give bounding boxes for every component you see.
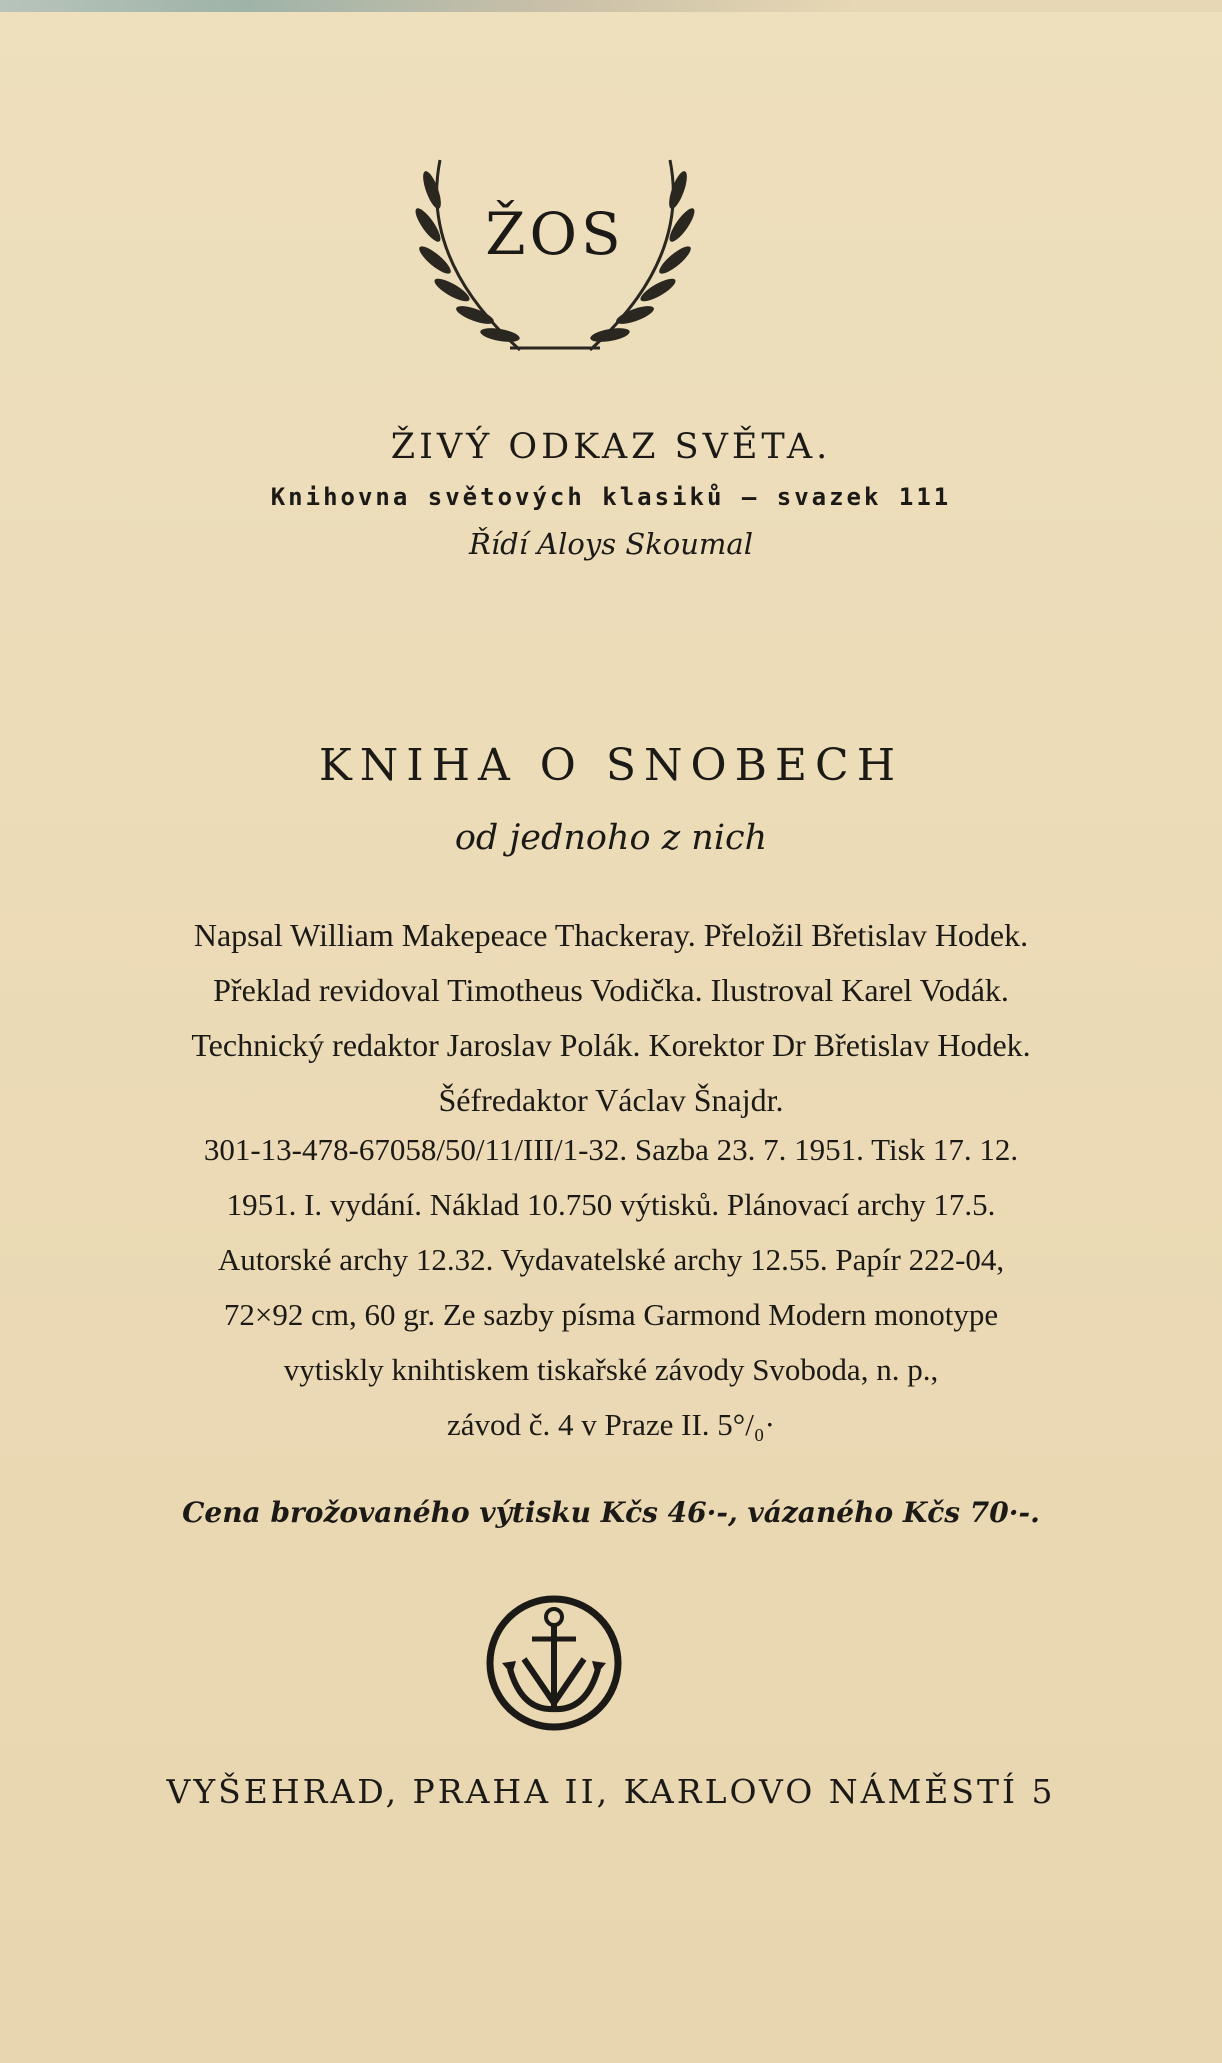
credits-line: Překlad revidoval Timotheus Vodička. Ilustroval Karel Vodák. (213, 972, 1009, 1008)
logo-text: ŽOS (485, 200, 625, 268)
book-title: KNIHA O SNOBECH (318, 740, 904, 791)
anchor-emblem (482, 1591, 627, 1736)
imprint-line: Autorské archy 12.32. Vydavatelské archy 12.55. Papír 222-04, (217, 1242, 1005, 1277)
imprint-line: závod č. 4 v Praze II. 5°/₀· (447, 1407, 775, 1442)
imprint-line: 1951. I. vydání. Náklad 10.750 výtisků. Plánovací archy 17.5. (226, 1187, 996, 1222)
page-top-edge (0, 0, 1222, 12)
publisher-address: VYŠEHRAD, PRAHA II, KARLOVO NÁMĚSTÍ 5 (166, 1772, 1056, 1811)
credits-paragraph (0, 908, 1222, 1128)
imprint-paragraph (0, 1122, 1222, 1452)
credits-line: Napsal William Makepeace Thackeray. Přeložil Břetislav Hodek. (193, 917, 1029, 953)
series-title: ŽIVÝ ODKAZ SVĚTA. (390, 427, 832, 467)
imprint-line: vytiskly knihtiskem tiskařské závody Svoboda, n. p., (283, 1352, 939, 1387)
editor-line: Řídí Aloys Skoumal (469, 527, 753, 561)
library-line: Knihovna světových klasiků — svazek 111 (270, 483, 952, 511)
imprint-line: 301-13-478-67058/50/11/III/1-32. Sazba 23. 7. 1951. Tisk 17. 12. (203, 1132, 1019, 1167)
imprint-line: 72×92 cm, 60 gr. Ze sazby písma Garmond Modern monotype (223, 1297, 999, 1332)
price-line: Cena brožovaného výtisku Kčs 46·-, vázaného Kčs 70·-. (182, 1496, 1040, 1529)
book-subtitle: od jednoho z nich (454, 818, 768, 858)
zos-laurel-logo (400, 150, 710, 365)
credits-line: Technický redaktor Jaroslav Polák. Korektor Dr Břetislav Hodek. (191, 1027, 1031, 1063)
credits-line: Šéfredaktor Václav Šnajdr. (438, 1082, 784, 1118)
